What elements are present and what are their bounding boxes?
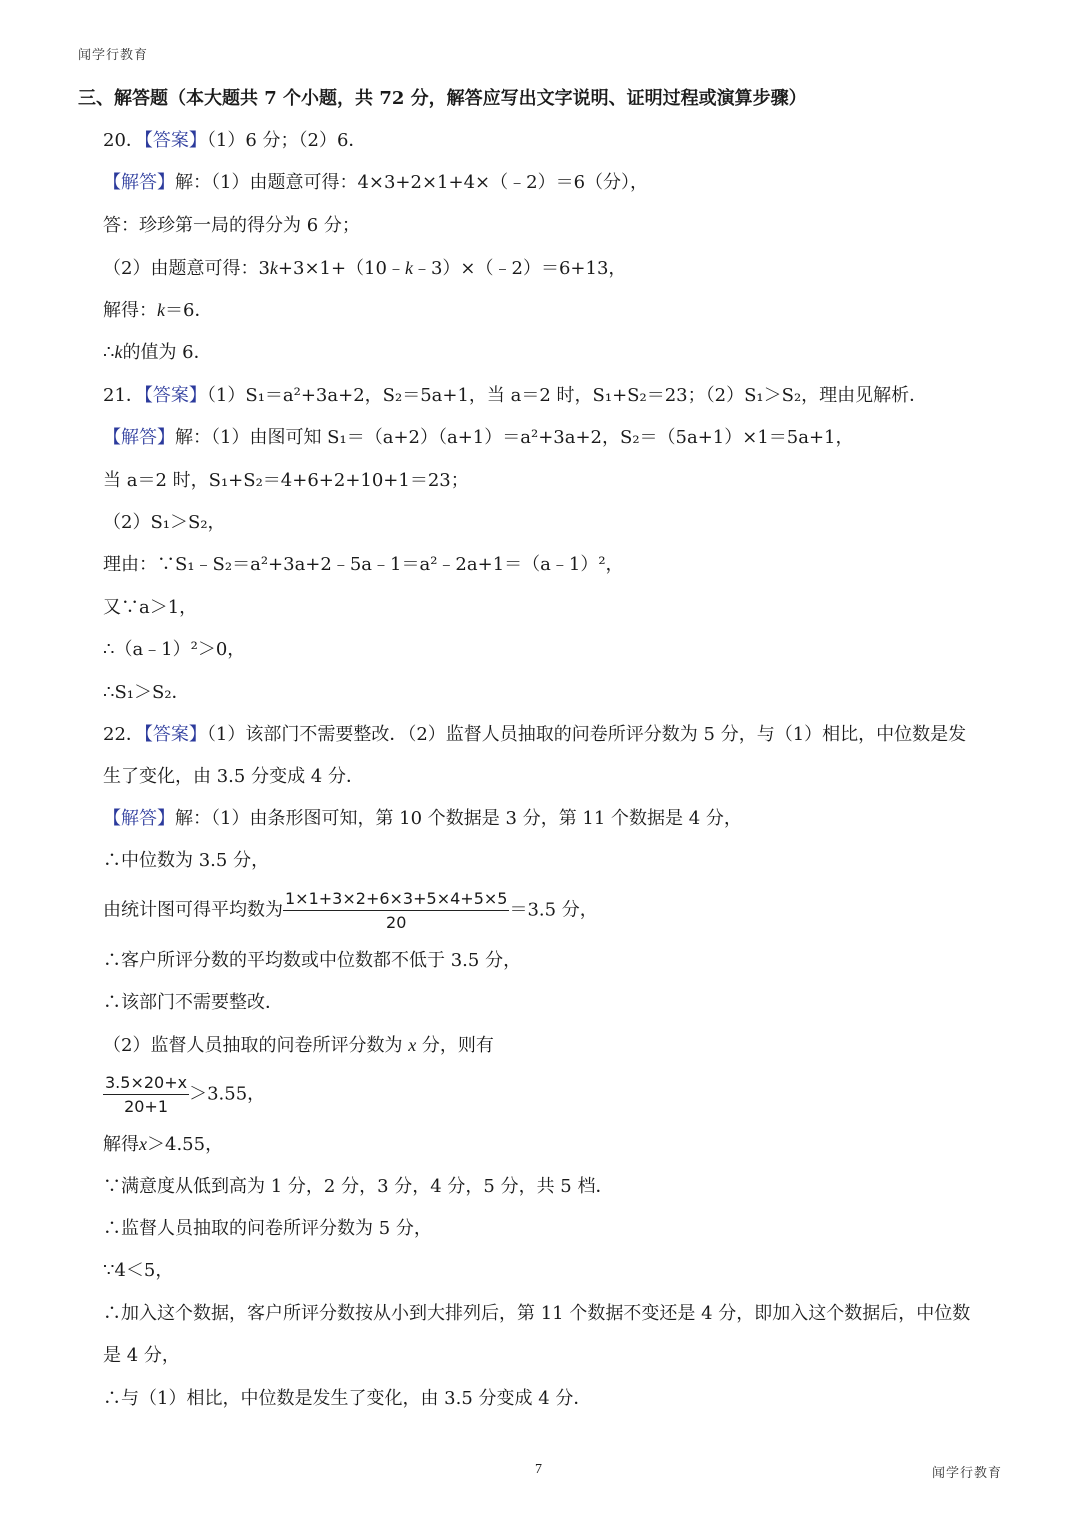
q22-solution-line-14: ∴与（1）相比，中位数是发生了变化，由 3.5 分变成 4 分． bbox=[103, 1388, 592, 1409]
var-k: k bbox=[404, 258, 413, 278]
q20-solution-line-2: 答：珍珍第一局的得分为 6 分； bbox=[103, 215, 360, 236]
q21-solution-line-6: ∴（a﹣1）²＞0， bbox=[103, 639, 246, 660]
q21-solution-line-3: （2）S₁＞S₂， bbox=[103, 512, 226, 533]
q22-solution-line-9: ∵满意度从低到高为 1 分，2 分，3 分，4 分，5 分，共 5 档． bbox=[103, 1176, 614, 1197]
solution-tag: 【解答】 bbox=[103, 427, 175, 448]
q22-solution-line-13: 是 4 分， bbox=[103, 1345, 180, 1366]
q20-answer: （1）6 分；（2）6． bbox=[206, 130, 367, 151]
q20-l4a: 解得： bbox=[103, 300, 157, 321]
q22-answer-line-2: 生了变化，由 3.5 分变成 4 分． bbox=[103, 766, 364, 787]
q22-l3a: 由统计图可得平均数为 bbox=[103, 899, 283, 921]
q21-solution-line-2: 当 a＝2 时，S₁+S₂＝4+6+2+10+1＝23； bbox=[103, 470, 469, 491]
q20-solution-line-5 bbox=[103, 340, 212, 365]
q21-answer-line bbox=[103, 384, 927, 408]
q20-solution-line-1 bbox=[103, 171, 648, 195]
q22-l6a: （2）监督人员抽取的问卷所评分数为 bbox=[103, 1035, 403, 1056]
answer-tag: 【答案】 bbox=[143, 385, 207, 406]
fraction-numerator: 3.5×20+x bbox=[103, 1073, 189, 1095]
q22-solution-line-4: ∴客户所评分数的平均数或中位数都不低于 3.5 分， bbox=[103, 950, 522, 971]
var-k: k bbox=[157, 300, 165, 320]
q20-answer-line bbox=[103, 129, 366, 153]
q20-l5b: 的值为 6． bbox=[122, 342, 212, 363]
q22-l3b: ＝3.5 分， bbox=[509, 899, 598, 921]
q22-sol-text: 解：（1）由条形图可知，第 10 个数据是 3 分，第 11 个数据是 4 分， bbox=[175, 808, 742, 829]
q20-l4b: ＝6． bbox=[165, 300, 213, 321]
inequality-fraction bbox=[103, 1073, 189, 1116]
q22-solution-line-2: ∴中位数为 3.5 分， bbox=[103, 850, 270, 871]
q22-answer-line-1 bbox=[103, 723, 966, 747]
q22-solution-line-11: ∵4＜5， bbox=[103, 1260, 174, 1281]
q20-solution-line-3 bbox=[103, 256, 626, 281]
mean-fraction bbox=[283, 889, 509, 932]
q20-sol-text: 解：（1）由题意可得：4×3+2×1+4×（﹣2）＝6（分）， bbox=[175, 172, 649, 193]
q22-solution-line-12: ∴加入这个数据，客户所评分数按从小到大排列后，第 11 个数据不变还是 4 分，即加入这个数据后，中位数 bbox=[103, 1303, 971, 1324]
q22-solution-line-5: ∴该部门不需要整改． bbox=[103, 992, 283, 1013]
q22-l8a: 解得 bbox=[103, 1134, 139, 1155]
var-x: x bbox=[408, 1035, 417, 1055]
footer-brand: 闻学行教育 bbox=[931, 1466, 1002, 1481]
q21-answer: （1）S₁＝a²+3a+2，S₂＝5a+1，当 a＝2 时，S₁+S₂＝23；（2）S₁＞S₂，理由见解析． bbox=[206, 385, 928, 406]
q22-number: 22． bbox=[103, 724, 144, 745]
q21-sol-text: 解：（1）由图可知 S₁＝（a+2）（a+1）＝a²+3a+2，S₂＝（5a+1）×1＝5a+1， bbox=[175, 427, 854, 448]
q22-l6b: 分，则有 bbox=[421, 1035, 494, 1056]
q20-l3a: （2）由题意可得：3 bbox=[103, 258, 270, 279]
q20-l3b: +3×1+（10﹣ bbox=[277, 258, 405, 279]
q20-l5a: ∴ bbox=[103, 342, 115, 363]
answer-tag: 【答案】 bbox=[143, 130, 207, 151]
solution-tag: 【解答】 bbox=[103, 172, 175, 193]
fraction-denominator: 20 bbox=[386, 913, 407, 932]
var-x: x bbox=[139, 1134, 147, 1154]
section-title: 三、解答题（本大题共 7 个小题，共 72 分，解答应写出文字说明、证明过程或演算步骤） bbox=[78, 88, 807, 109]
header-brand: 闻学行教育 bbox=[78, 48, 149, 63]
q20-number: 20． bbox=[103, 130, 144, 151]
fraction-numerator: 1×1+3×2+6×3+5×4+5×5 bbox=[283, 889, 509, 911]
q20-solution-line-4 bbox=[103, 298, 212, 323]
q22-solution-line-8 bbox=[103, 1132, 223, 1157]
q22-inequality-line bbox=[103, 1073, 265, 1116]
q22-l8b: ＞4.55， bbox=[147, 1134, 224, 1155]
q20-l3c: ﹣3）×（﹣2）＝6+13， bbox=[412, 258, 627, 279]
solution-tag: 【解答】 bbox=[103, 808, 175, 829]
q21-solution-line-7: ∴S₁＞S₂． bbox=[103, 682, 190, 703]
fraction-denominator: 20+1 bbox=[124, 1097, 169, 1116]
q22-solution-line-1 bbox=[103, 807, 742, 831]
q21-number: 21． bbox=[103, 385, 144, 406]
page-number: 7 bbox=[535, 1462, 542, 1477]
q21-solution-line-1 bbox=[103, 426, 854, 450]
q21-solution-line-5: 又∵a＞1， bbox=[103, 597, 198, 618]
var-k: k bbox=[269, 258, 278, 278]
q22-answer-1: （1）该部门不需要整改．（2）监督人员抽取的问卷所评分数为 5 分，与（1）相比，中位数是发 bbox=[206, 724, 967, 745]
var-k: k bbox=[114, 342, 123, 362]
q21-solution-line-4: 理由：∵S₁﹣S₂＝a²+3a+2﹣5a﹣1＝a²﹣2a+1＝（a﹣1）²， bbox=[103, 554, 624, 575]
q22-solution-line-6 bbox=[103, 1033, 494, 1058]
q22-mean-formula-line bbox=[103, 889, 598, 932]
q22-l7b: ＞3.55， bbox=[189, 1083, 266, 1105]
answer-tag: 【答案】 bbox=[143, 724, 207, 745]
q22-solution-line-10: ∴监督人员抽取的问卷所评分数为 5 分， bbox=[103, 1218, 432, 1239]
